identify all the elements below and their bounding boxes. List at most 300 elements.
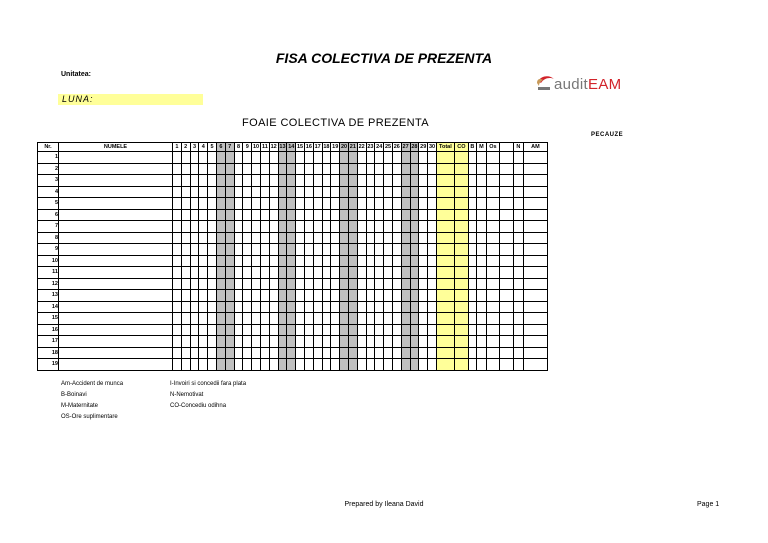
day-cell[interactable] <box>225 232 234 244</box>
cause-cell[interactable] <box>499 324 513 336</box>
day-cell[interactable] <box>287 301 296 313</box>
total-cell[interactable] <box>436 198 454 210</box>
day-cell[interactable] <box>269 347 278 359</box>
day-cell[interactable] <box>234 163 243 175</box>
cause-cell[interactable] <box>476 267 486 279</box>
day-cell[interactable] <box>331 175 340 187</box>
day-cell[interactable] <box>216 290 225 302</box>
day-cell[interactable] <box>384 198 393 210</box>
day-cell[interactable] <box>331 336 340 348</box>
cause-cell[interactable] <box>468 290 476 302</box>
day-cell[interactable] <box>340 313 349 325</box>
day-cell[interactable] <box>234 232 243 244</box>
cause-cell[interactable] <box>476 163 486 175</box>
day-cell[interactable] <box>287 175 296 187</box>
day-cell[interactable] <box>208 359 217 371</box>
day-cell[interactable] <box>243 232 252 244</box>
day-cell[interactable] <box>287 232 296 244</box>
day-cell[interactable] <box>260 232 269 244</box>
cause-cell[interactable] <box>486 313 499 325</box>
day-cell[interactable] <box>252 301 261 313</box>
day-cell[interactable] <box>304 175 313 187</box>
day-cell[interactable] <box>181 186 190 198</box>
total-cell[interactable] <box>436 278 454 290</box>
day-cell[interactable] <box>181 163 190 175</box>
day-cell[interactable] <box>234 244 243 256</box>
day-cell[interactable] <box>419 175 428 187</box>
day-cell[interactable] <box>410 347 419 359</box>
day-cell[interactable] <box>428 290 437 302</box>
day-cell[interactable] <box>190 232 199 244</box>
day-cell[interactable] <box>357 359 366 371</box>
day-cell[interactable] <box>243 336 252 348</box>
cause-cell[interactable] <box>513 324 523 336</box>
day-cell[interactable] <box>296 209 305 221</box>
day-cell[interactable] <box>304 255 313 267</box>
cause-cell[interactable] <box>499 313 513 325</box>
cause-cell[interactable] <box>454 198 468 210</box>
day-cell[interactable] <box>234 152 243 164</box>
cause-cell[interactable] <box>454 221 468 233</box>
day-cell[interactable] <box>260 198 269 210</box>
day-cell[interactable] <box>173 313 182 325</box>
day-cell[interactable] <box>199 244 208 256</box>
day-cell[interactable] <box>234 209 243 221</box>
name-cell[interactable] <box>59 221 173 233</box>
day-cell[interactable] <box>190 267 199 279</box>
day-cell[interactable] <box>357 186 366 198</box>
day-cell[interactable] <box>357 336 366 348</box>
total-cell[interactable] <box>436 313 454 325</box>
day-cell[interactable] <box>243 347 252 359</box>
total-cell[interactable] <box>436 336 454 348</box>
day-cell[interactable] <box>401 186 410 198</box>
day-cell[interactable] <box>181 336 190 348</box>
cause-cell[interactable] <box>486 255 499 267</box>
day-cell[interactable] <box>410 336 419 348</box>
day-cell[interactable] <box>304 152 313 164</box>
day-cell[interactable] <box>208 278 217 290</box>
day-cell[interactable] <box>260 244 269 256</box>
day-cell[interactable] <box>340 324 349 336</box>
day-cell[interactable] <box>199 359 208 371</box>
day-cell[interactable] <box>304 186 313 198</box>
day-cell[interactable] <box>401 324 410 336</box>
cause-cell[interactable] <box>486 324 499 336</box>
day-cell[interactable] <box>322 163 331 175</box>
day-cell[interactable] <box>410 209 419 221</box>
day-cell[interactable] <box>331 152 340 164</box>
day-cell[interactable] <box>269 175 278 187</box>
day-cell[interactable] <box>173 209 182 221</box>
day-cell[interactable] <box>208 324 217 336</box>
day-cell[interactable] <box>278 186 287 198</box>
day-cell[interactable] <box>190 290 199 302</box>
day-cell[interactable] <box>428 301 437 313</box>
day-cell[interactable] <box>392 209 401 221</box>
cause-cell[interactable] <box>468 198 476 210</box>
cause-cell[interactable] <box>476 324 486 336</box>
cause-cell[interactable] <box>486 244 499 256</box>
day-cell[interactable] <box>225 163 234 175</box>
day-cell[interactable] <box>243 152 252 164</box>
day-cell[interactable] <box>190 175 199 187</box>
day-cell[interactable] <box>190 301 199 313</box>
day-cell[interactable] <box>269 163 278 175</box>
day-cell[interactable] <box>243 186 252 198</box>
day-cell[interactable] <box>190 313 199 325</box>
day-cell[interactable] <box>252 255 261 267</box>
day-cell[interactable] <box>322 244 331 256</box>
day-cell[interactable] <box>243 221 252 233</box>
day-cell[interactable] <box>260 267 269 279</box>
cause-cell[interactable] <box>454 313 468 325</box>
day-cell[interactable] <box>348 290 357 302</box>
day-cell[interactable] <box>384 278 393 290</box>
day-cell[interactable] <box>216 255 225 267</box>
day-cell[interactable] <box>340 359 349 371</box>
day-cell[interactable] <box>252 347 261 359</box>
day-cell[interactable] <box>269 244 278 256</box>
day-cell[interactable] <box>216 301 225 313</box>
day-cell[interactable] <box>199 209 208 221</box>
cause-cell[interactable] <box>454 175 468 187</box>
day-cell[interactable] <box>234 313 243 325</box>
day-cell[interactable] <box>225 301 234 313</box>
total-cell[interactable] <box>436 255 454 267</box>
day-cell[interactable] <box>296 336 305 348</box>
cause-cell[interactable] <box>454 163 468 175</box>
day-cell[interactable] <box>375 336 384 348</box>
day-cell[interactable] <box>366 152 375 164</box>
cause-cell[interactable] <box>486 336 499 348</box>
day-cell[interactable] <box>181 175 190 187</box>
day-cell[interactable] <box>243 313 252 325</box>
day-cell[interactable] <box>199 278 208 290</box>
day-cell[interactable] <box>375 313 384 325</box>
day-cell[interactable] <box>375 347 384 359</box>
day-cell[interactable] <box>401 163 410 175</box>
total-cell[interactable] <box>436 324 454 336</box>
day-cell[interactable] <box>366 336 375 348</box>
cause-cell[interactable] <box>486 175 499 187</box>
day-cell[interactable] <box>392 232 401 244</box>
day-cell[interactable] <box>260 336 269 348</box>
day-cell[interactable] <box>225 290 234 302</box>
cause-cell[interactable] <box>476 152 486 164</box>
day-cell[interactable] <box>428 198 437 210</box>
day-cell[interactable] <box>410 198 419 210</box>
cause-cell[interactable] <box>513 232 523 244</box>
cause-cell[interactable] <box>499 301 513 313</box>
cause-cell[interactable] <box>486 221 499 233</box>
day-cell[interactable] <box>234 301 243 313</box>
day-cell[interactable] <box>252 290 261 302</box>
day-cell[interactable] <box>366 221 375 233</box>
day-cell[interactable] <box>384 209 393 221</box>
day-cell[interactable] <box>260 221 269 233</box>
day-cell[interactable] <box>357 347 366 359</box>
day-cell[interactable] <box>278 175 287 187</box>
day-cell[interactable] <box>278 232 287 244</box>
day-cell[interactable] <box>401 209 410 221</box>
day-cell[interactable] <box>208 152 217 164</box>
day-cell[interactable] <box>348 255 357 267</box>
day-cell[interactable] <box>181 359 190 371</box>
day-cell[interactable] <box>208 347 217 359</box>
day-cell[interactable] <box>181 301 190 313</box>
day-cell[interactable] <box>348 324 357 336</box>
day-cell[interactable] <box>366 359 375 371</box>
cause-cell[interactable] <box>486 152 499 164</box>
day-cell[interactable] <box>410 324 419 336</box>
day-cell[interactable] <box>225 255 234 267</box>
day-cell[interactable] <box>392 313 401 325</box>
day-cell[interactable] <box>199 347 208 359</box>
cause-cell[interactable] <box>513 347 523 359</box>
name-cell[interactable] <box>59 232 173 244</box>
day-cell[interactable] <box>216 186 225 198</box>
day-cell[interactable] <box>269 267 278 279</box>
cause-cell[interactable] <box>476 175 486 187</box>
day-cell[interactable] <box>357 324 366 336</box>
day-cell[interactable] <box>366 163 375 175</box>
day-cell[interactable] <box>322 198 331 210</box>
day-cell[interactable] <box>208 198 217 210</box>
cause-cell[interactable] <box>523 278 547 290</box>
day-cell[interactable] <box>296 163 305 175</box>
day-cell[interactable] <box>252 152 261 164</box>
day-cell[interactable] <box>419 347 428 359</box>
day-cell[interactable] <box>269 186 278 198</box>
day-cell[interactable] <box>357 152 366 164</box>
cause-cell[interactable] <box>476 221 486 233</box>
day-cell[interactable] <box>173 290 182 302</box>
day-cell[interactable] <box>173 244 182 256</box>
day-cell[interactable] <box>313 221 322 233</box>
day-cell[interactable] <box>190 198 199 210</box>
day-cell[interactable] <box>287 359 296 371</box>
day-cell[interactable] <box>322 221 331 233</box>
day-cell[interactable] <box>296 232 305 244</box>
day-cell[interactable] <box>410 232 419 244</box>
day-cell[interactable] <box>375 324 384 336</box>
day-cell[interactable] <box>216 278 225 290</box>
day-cell[interactable] <box>287 255 296 267</box>
day-cell[interactable] <box>181 278 190 290</box>
day-cell[interactable] <box>296 255 305 267</box>
cause-cell[interactable] <box>454 186 468 198</box>
day-cell[interactable] <box>419 244 428 256</box>
total-cell[interactable] <box>436 301 454 313</box>
day-cell[interactable] <box>357 278 366 290</box>
day-cell[interactable] <box>357 301 366 313</box>
day-cell[interactable] <box>313 255 322 267</box>
day-cell[interactable] <box>234 198 243 210</box>
day-cell[interactable] <box>173 232 182 244</box>
day-cell[interactable] <box>181 290 190 302</box>
day-cell[interactable] <box>296 359 305 371</box>
day-cell[interactable] <box>225 175 234 187</box>
day-cell[interactable] <box>199 267 208 279</box>
day-cell[interactable] <box>252 313 261 325</box>
day-cell[interactable] <box>313 278 322 290</box>
cause-cell[interactable] <box>468 163 476 175</box>
day-cell[interactable] <box>243 359 252 371</box>
day-cell[interactable] <box>278 209 287 221</box>
cause-cell[interactable] <box>468 221 476 233</box>
day-cell[interactable] <box>252 244 261 256</box>
day-cell[interactable] <box>401 336 410 348</box>
day-cell[interactable] <box>173 324 182 336</box>
day-cell[interactable] <box>322 175 331 187</box>
day-cell[interactable] <box>173 347 182 359</box>
cause-cell[interactable] <box>513 267 523 279</box>
day-cell[interactable] <box>357 209 366 221</box>
day-cell[interactable] <box>296 290 305 302</box>
day-cell[interactable] <box>401 267 410 279</box>
day-cell[interactable] <box>199 198 208 210</box>
day-cell[interactable] <box>243 175 252 187</box>
day-cell[interactable] <box>252 278 261 290</box>
day-cell[interactable] <box>234 359 243 371</box>
day-cell[interactable] <box>340 163 349 175</box>
day-cell[interactable] <box>278 359 287 371</box>
day-cell[interactable] <box>384 175 393 187</box>
day-cell[interactable] <box>269 278 278 290</box>
cause-cell[interactable] <box>454 244 468 256</box>
cause-cell[interactable] <box>454 267 468 279</box>
day-cell[interactable] <box>410 221 419 233</box>
cause-cell[interactable] <box>454 152 468 164</box>
day-cell[interactable] <box>287 244 296 256</box>
day-cell[interactable] <box>190 359 199 371</box>
day-cell[interactable] <box>357 232 366 244</box>
day-cell[interactable] <box>340 278 349 290</box>
cause-cell[interactable] <box>499 336 513 348</box>
day-cell[interactable] <box>260 347 269 359</box>
cause-cell[interactable] <box>454 336 468 348</box>
day-cell[interactable] <box>419 290 428 302</box>
day-cell[interactable] <box>252 324 261 336</box>
day-cell[interactable] <box>357 244 366 256</box>
day-cell[interactable] <box>225 359 234 371</box>
day-cell[interactable] <box>419 221 428 233</box>
day-cell[interactable] <box>269 301 278 313</box>
day-cell[interactable] <box>428 278 437 290</box>
name-cell[interactable] <box>59 359 173 371</box>
day-cell[interactable] <box>243 255 252 267</box>
day-cell[interactable] <box>208 244 217 256</box>
day-cell[interactable] <box>287 313 296 325</box>
day-cell[interactable] <box>199 186 208 198</box>
cause-cell[interactable] <box>523 209 547 221</box>
day-cell[interactable] <box>401 221 410 233</box>
day-cell[interactable] <box>428 232 437 244</box>
day-cell[interactable] <box>304 324 313 336</box>
cause-cell[interactable] <box>454 359 468 371</box>
name-cell[interactable] <box>59 244 173 256</box>
day-cell[interactable] <box>304 232 313 244</box>
day-cell[interactable] <box>287 278 296 290</box>
cause-cell[interactable] <box>454 290 468 302</box>
cause-cell[interactable] <box>468 313 476 325</box>
day-cell[interactable] <box>366 255 375 267</box>
day-cell[interactable] <box>278 336 287 348</box>
day-cell[interactable] <box>173 152 182 164</box>
day-cell[interactable] <box>304 313 313 325</box>
day-cell[interactable] <box>225 186 234 198</box>
day-cell[interactable] <box>304 209 313 221</box>
day-cell[interactable] <box>278 267 287 279</box>
cause-cell[interactable] <box>468 255 476 267</box>
day-cell[interactable] <box>278 278 287 290</box>
day-cell[interactable] <box>313 244 322 256</box>
day-cell[interactable] <box>375 255 384 267</box>
cause-cell[interactable] <box>523 244 547 256</box>
day-cell[interactable] <box>410 359 419 371</box>
day-cell[interactable] <box>331 209 340 221</box>
day-cell[interactable] <box>375 232 384 244</box>
day-cell[interactable] <box>208 232 217 244</box>
day-cell[interactable] <box>304 278 313 290</box>
day-cell[interactable] <box>304 336 313 348</box>
day-cell[interactable] <box>181 209 190 221</box>
day-cell[interactable] <box>181 313 190 325</box>
day-cell[interactable] <box>313 198 322 210</box>
day-cell[interactable] <box>340 347 349 359</box>
cause-cell[interactable] <box>468 232 476 244</box>
day-cell[interactable] <box>340 209 349 221</box>
cause-cell[interactable] <box>513 336 523 348</box>
day-cell[interactable] <box>340 301 349 313</box>
day-cell[interactable] <box>296 152 305 164</box>
day-cell[interactable] <box>278 290 287 302</box>
day-cell[interactable] <box>287 267 296 279</box>
day-cell[interactable] <box>190 255 199 267</box>
day-cell[interactable] <box>348 301 357 313</box>
day-cell[interactable] <box>269 324 278 336</box>
day-cell[interactable] <box>208 163 217 175</box>
day-cell[interactable] <box>375 290 384 302</box>
day-cell[interactable] <box>428 313 437 325</box>
day-cell[interactable] <box>340 290 349 302</box>
day-cell[interactable] <box>340 221 349 233</box>
day-cell[interactable] <box>375 267 384 279</box>
day-cell[interactable] <box>190 347 199 359</box>
day-cell[interactable] <box>260 290 269 302</box>
cause-cell[interactable] <box>499 290 513 302</box>
cause-cell[interactable] <box>513 221 523 233</box>
day-cell[interactable] <box>313 186 322 198</box>
day-cell[interactable] <box>384 324 393 336</box>
day-cell[interactable] <box>322 336 331 348</box>
day-cell[interactable] <box>260 324 269 336</box>
cause-cell[interactable] <box>476 186 486 198</box>
day-cell[interactable] <box>260 359 269 371</box>
name-cell[interactable] <box>59 175 173 187</box>
day-cell[interactable] <box>216 336 225 348</box>
cause-cell[interactable] <box>476 198 486 210</box>
day-cell[interactable] <box>348 163 357 175</box>
day-cell[interactable] <box>428 267 437 279</box>
day-cell[interactable] <box>366 290 375 302</box>
cause-cell[interactable] <box>468 175 476 187</box>
day-cell[interactable] <box>366 267 375 279</box>
name-cell[interactable] <box>59 347 173 359</box>
day-cell[interactable] <box>173 175 182 187</box>
day-cell[interactable] <box>181 221 190 233</box>
